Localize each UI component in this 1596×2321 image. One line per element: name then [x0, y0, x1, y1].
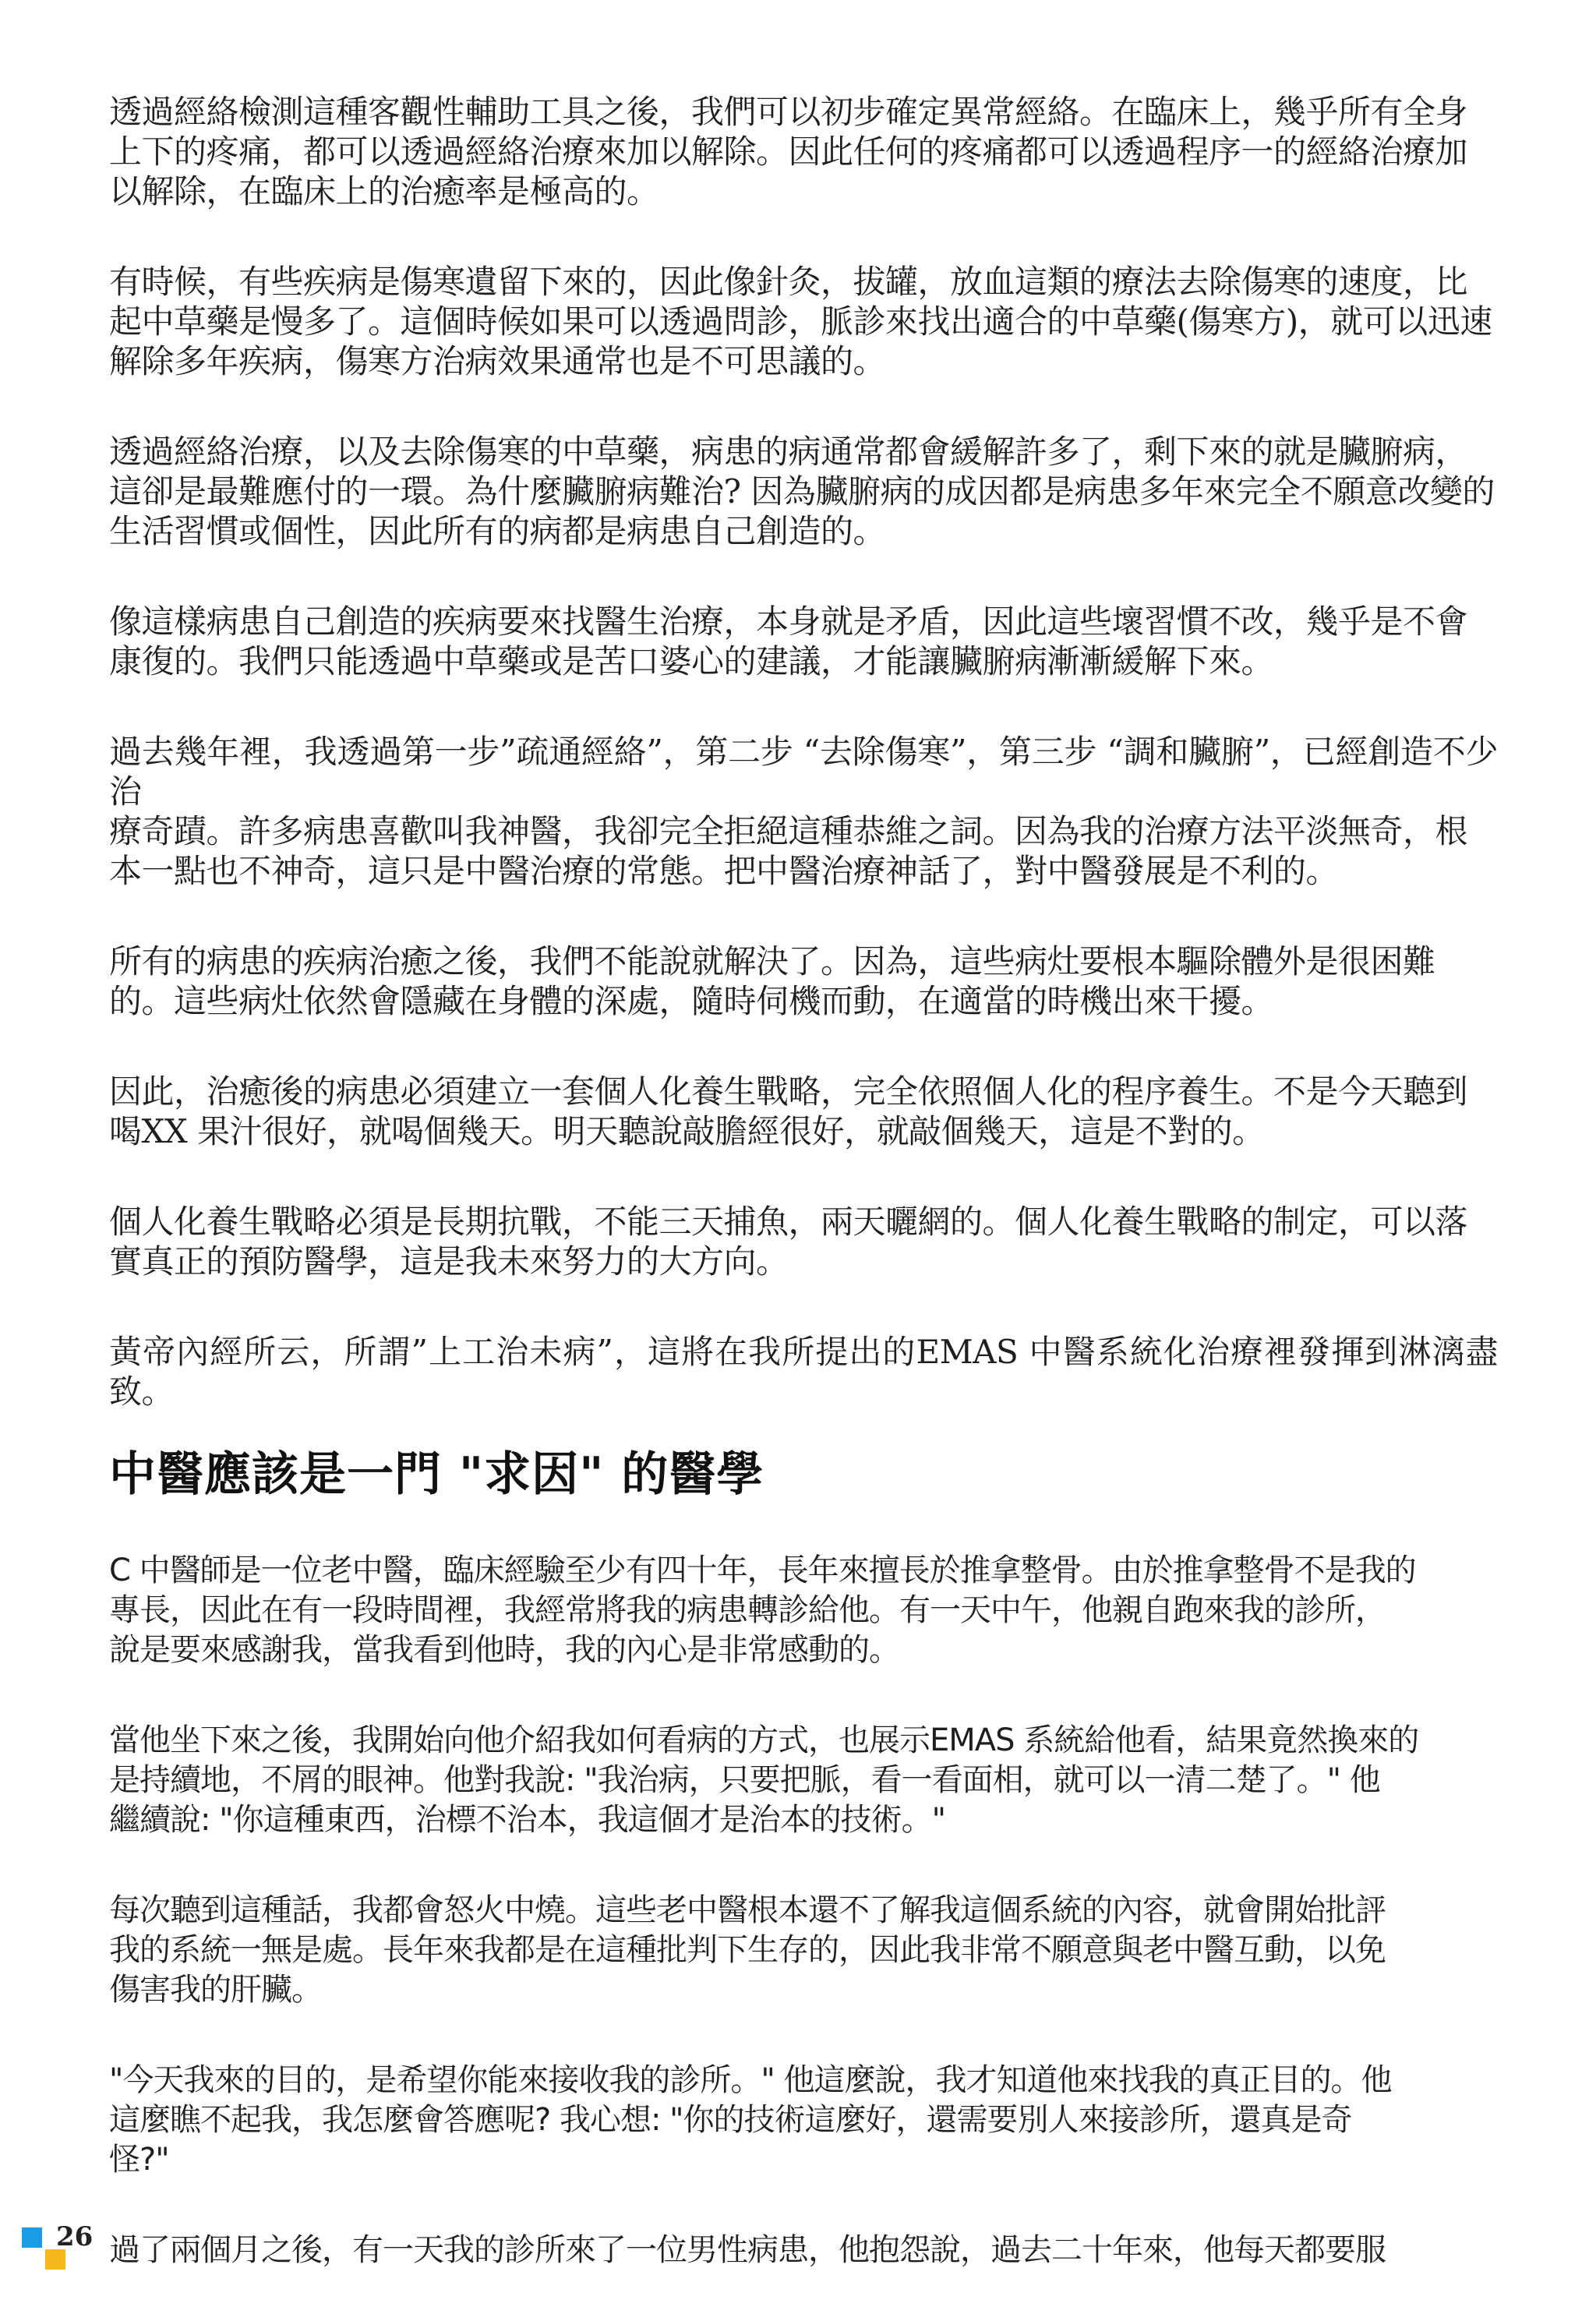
- body-paragraph: 黃帝內經所云，所謂”上工治未病”，這將在我所提出的EMAS 中醫系統化治療裡發揮到淋漓盡致。: [109, 1333, 1498, 1411]
- body-paragraph: 當他坐下來之後，我開始向他介紹我如何看病的方式，也展示EMAS 系統給他看，結果竟然換來的 是持續地，不屑的眼神。他對我說: "我治病，只要把脈，看一看面相，就可以一清二楚了。" 他 繼續說: "你這種東西，治標不治本，我這個才是治本的技術。": [109, 1722, 1419, 1838]
- body-paragraph: 過了兩個月之後，有一天我的診所來了一位男性病患，他抱怨說，過去二十年來，他每天都要服: [109, 2232, 1386, 2268]
- body-paragraph: 因此，治癒後的病患必須建立一套個人化養生戰略，完全依照個人化的程序養生。不是今天聽到 喝XX 果汁很好，就喝個幾天。明天聽說敲膽經很好，就敲個幾天，這是不對的。: [109, 1072, 1468, 1150]
- body-paragraph: 透過經絡治療，以及去除傷寒的中草藥，病患的病通常都會緩解許多了，剩下來的就是臟腑病， 這卻是最難應付的一環。為什麼臟腑病難治? 因為臟腑病的成因都是病患多年來完全不願意改變的 生活習慣或個性，因此所有的病都是病患自己創造的。: [109, 433, 1495, 550]
- body-paragraph: 像這樣病患自己創造的疾病要來找醫生治療，本身就是矛盾，因此這些壞習慣不改，幾乎是不會 康復的。我們只能透過中草藥或是苦口婆心的建議，才能讓臟腑病漸漸緩解下來。: [109, 602, 1468, 680]
- body-paragraph: "今天我來的目的，是希望你能來接收我的診所。" 他這麼說，我才知道他來找我的真正目的。他 這麼瞧不起我，我怎麼會答應呢? 我心想: "你的技術這麼好，還需要別人來接診所，還真是奇 怪?": [109, 2062, 1392, 2178]
- blue-square-icon: [22, 2227, 42, 2248]
- body-paragraph: 透過經絡檢測這種客觀性輔助工具之後，我們可以初步確定異常經絡。在臨床上，幾乎所有全身 上下的疼痛，都可以透過經絡治療來加以解除。因此任何的疼痛都可以透過程序一的經絡治療加 以解除，在臨床上的治癒率是極高的。: [109, 93, 1468, 210]
- page-number: 26: [56, 2221, 94, 2252]
- section-heading: 中醫應該是一門 "求因" 的醫學: [109, 1447, 764, 1502]
- body-paragraph: 所有的病患的疾病治癒之後，我們不能說就解決了。因為，這些病灶要根本驅除體外是很困難 的。這些病灶依然會隱藏在身體的深處，隨時伺機而動，在適當的時機出來干擾。: [109, 942, 1435, 1020]
- body-paragraph: 每次聽到這種話，我都會怒火中燒。這些老中醫根本還不了解我這個系統的內容，就會開始批評 我的系統一無是處。長年來我都是在這種批判下生存的，因此我非常不願意與老中醫互動，以免 傷害我的肝臟。: [109, 1892, 1386, 2008]
- body-paragraph: 有時候，有些疾病是傷寒遺留下來的，因此像針灸，拔罐，放血這類的療法去除傷寒的速度，比 起中草藥是慢多了。這個時候如果可以透過問診，脈診來找出適合的中草藥(傷寒方)，就可以迅速 解除多年疾病，傷寒方治病效果通常也是不可思議的。: [109, 263, 1492, 380]
- page-content: [109, 92, 1498, 2321]
- body-paragraph: C 中醫師是一位老中醫，臨床經驗至少有四十年，長年來擅長於推拿整骨。由於推拿整骨不是我的 專長，因此在有一段時間裡，我經常將我的病患轉診給他。有一天中午，他親自跑來我的診所， 說是要來感謝我，當我看到他時，我的內心是非常感動的。: [109, 1553, 1416, 1668]
- body-paragraph: 過去幾年裡，我透過第一步”疏通經絡”，第二步 “去除傷寒”，第三步 “調和臟腑”，已經創造不少治 療奇蹟。許多病患喜歡叫我神醫，我卻完全拒絕這種恭維之詞。因為我的治療方法平淡無奇，根 本一點也不神奇，這只是中醫治療的常態。把中醫治療神話了，對中醫發展是不利的。: [109, 733, 1498, 890]
- body-paragraph: 個人化養生戰略必須是長期抗戰，不能三天捕魚，兩天曬網的。個人化養生戰略的制定，可以落 實真正的預防醫學，這是我未來努力的大方向。: [109, 1203, 1468, 1281]
